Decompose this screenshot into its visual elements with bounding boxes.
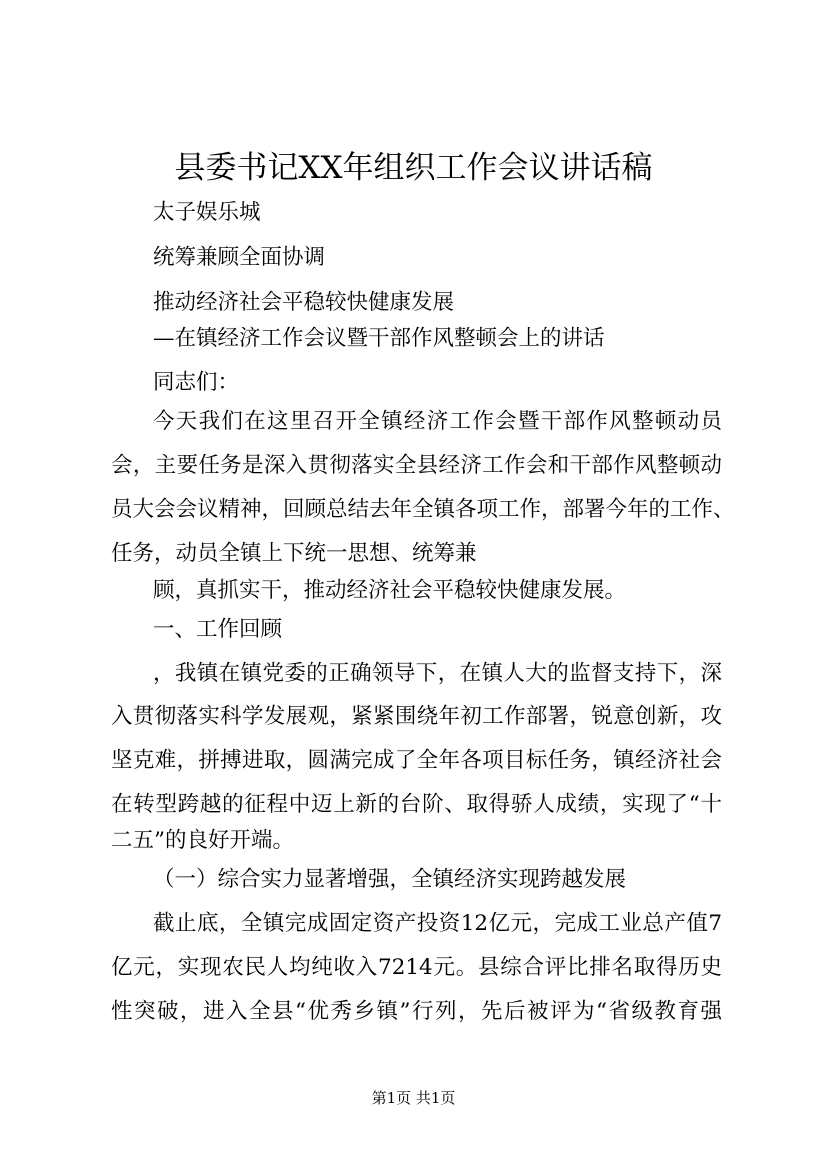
subtitle-line: 推动经济社会平稳较快健康发展 — [153, 290, 455, 315]
section-heading: 一、工作回顾 — [153, 617, 283, 642]
paragraph-line: 顾，真抓实干，推动经济社会平稳较快健康发展。 — [153, 578, 627, 603]
salutation: 同志们： — [153, 370, 240, 395]
subtitle-line: —在镇经济工作会议暨干部作风整顿会上的讲话 — [153, 326, 605, 351]
paragraph-line: 二五”的良好开端。 — [111, 828, 294, 853]
subsection-heading: （一）综合实力显著增强，全镇经济实现跨越发展 — [153, 867, 627, 892]
paragraph-line: 会，主要任务是深入贯彻落实全县经济工作会和干部作风整顿动 — [111, 453, 722, 478]
paragraph-line: 今天我们在这里召开全镇经济工作会暨干部作风整顿动员 — [153, 409, 722, 434]
paragraph-line: ，我镇在镇党委的正确领导下，在镇人大的监督支持下，深 — [153, 661, 722, 686]
document-title: 县委书记XX年组织工作会议讲话稿 — [174, 150, 653, 186]
subtitle-line: 统筹兼顾全面协调 — [153, 245, 326, 270]
paragraph-line: 亿元，实现农民人均纯收入7214元。县综合评比排名取得历史 — [111, 955, 722, 980]
paragraph-line: 任务，动员全镇上下统一思想、统筹兼 — [111, 541, 477, 566]
page-footer: 第1页 共1页 — [371, 1089, 456, 1107]
paragraph-line: 截止底，全镇完成固定资产投资12亿元，完成工业总产值7 — [153, 911, 722, 936]
paragraph-line: 性突破，进入全县“优秀乡镇”行列，先后被评为“省级教育强 — [111, 999, 722, 1024]
paragraph-line: 员大会会议精神，回顾总结去年全镇各项工作，部署今年的工作、 — [111, 497, 735, 522]
paragraph-line: 在转型跨越的征程中迈上新的台阶、取得骄人成绩，实现了“十 — [111, 792, 722, 817]
paragraph-line: 入贯彻落实科学发展观，紧紧围绕年初工作部署，锐意创新，攻 — [111, 704, 722, 729]
paragraph-line: 坚克难，拼搏进取，圆满完成了全年各项目标任务，镇经济社会 — [111, 748, 722, 773]
subtitle-line: 太子娱乐城 — [153, 200, 261, 225]
